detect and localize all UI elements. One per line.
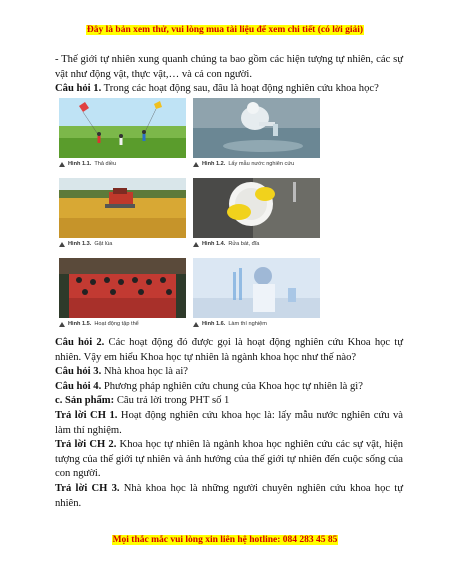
figure-number: Hình 1.4.	[202, 241, 226, 247]
answer-2	[55, 438, 403, 482]
question-3-label: Câu hỏi 3.	[55, 366, 102, 378]
product-line	[55, 394, 403, 409]
figure-1-5	[59, 258, 186, 327]
question-4	[55, 380, 403, 395]
triangle-icon	[59, 242, 65, 247]
figure-1-5-caption	[59, 321, 186, 327]
figure-1-4	[193, 178, 320, 247]
answer-2-text: Khoa học tự nhiên là ngành khoa học nghiên cứu các sự vật, hiện tượng của thế giới tự nhiên và ảnh hưởng của thế giới tự nhiên đến cuộc sống của con người.	[55, 439, 403, 480]
figure-1-1	[59, 98, 186, 167]
figure-1-6	[193, 258, 320, 327]
triangle-icon	[59, 162, 65, 167]
question-3	[55, 365, 403, 380]
triangle-icon	[193, 242, 199, 247]
question-4-label: Câu hỏi 4.	[55, 380, 102, 392]
figure-number: Hình 1.5.	[68, 321, 92, 327]
figure-caption-text: Hoạt động tập thể	[94, 321, 139, 327]
hotline-banner-text: Mọi thắc mắc vui lòng xin liên hệ hotline: 084 283 45 85	[112, 535, 338, 545]
figure-caption-text: Làm thí nghiệm	[228, 321, 267, 327]
figure-number: Hình 1.1.	[68, 161, 92, 167]
answer-3-text: Nhà khoa học là những người chuyên nghiên cứu khoa học tự nhiên.	[55, 482, 403, 509]
rice-harvest-image	[59, 178, 186, 238]
figure-number: Hình 1.6.	[202, 321, 226, 327]
answer-1	[55, 409, 403, 438]
figure-1-2-caption	[193, 161, 320, 167]
figure-1-2	[193, 98, 320, 167]
question-1-label: Câu hỏi 1.	[55, 83, 102, 95]
figure-number: Hình 1.3.	[68, 241, 92, 247]
figure-1-4-caption	[193, 241, 320, 247]
question-3-text: Nhà khoa học là ai?	[101, 366, 188, 378]
triangle-icon	[59, 322, 65, 327]
intro-paragraph: - Thế giới tự nhiên xung quanh chúng ta bao gồm các hiện tượng tự nhiên, các sự vật như động vật, thực vật,… và cả con người.	[55, 54, 403, 80]
answer-1-label: Trả lời CH 1.	[55, 409, 118, 421]
water-sampling-image	[193, 98, 320, 158]
question-2-text: Các hoạt động đó được gọi là hoạt động nghiên cứu Khoa học tự nhiên. Vậy em hiểu Khoa học tự nhiên là ngành khoa học như thế nào?	[55, 337, 403, 363]
figure-caption-text: Gặt lúa	[94, 241, 113, 247]
triangle-icon	[193, 322, 199, 327]
preview-banner-text: Đây là bản xem thử, vui lòng mua tài liệu để xem chi tiết (có lời giải)	[86, 25, 364, 35]
figure-number: Hình 1.2.	[202, 161, 226, 167]
figure-caption-text: Rửa bát, đĩa	[228, 241, 260, 247]
question-1	[55, 82, 403, 97]
question-4-text: Phương pháp nghiên cứu chung của Khoa học tự nhiên là gì?	[101, 380, 363, 392]
answer-1-text: Hoạt động nghiên cứu khoa học là: lấy mẫu nước nghiên cứu và làm thí nghiệm.	[55, 409, 403, 436]
question-2-label: Câu hỏi 2.	[55, 337, 105, 348]
document-body-continued	[55, 336, 403, 511]
dish-washing-image	[193, 178, 320, 238]
product-label: c. Sản phẩm:	[55, 395, 115, 407]
figure-1-3	[59, 178, 186, 247]
product-text: Câu trả lời trong PHT số 1	[114, 395, 230, 407]
kite-flying-image	[59, 98, 186, 158]
answer-3-label: Trả lời CH 3.	[55, 482, 120, 494]
figure-1-1-caption	[59, 161, 186, 167]
preview-banner	[0, 25, 450, 35]
document-body	[55, 53, 403, 97]
answer-2-label: Trả lời CH 2.	[55, 439, 117, 451]
group-activity-image	[59, 258, 186, 318]
answer-3	[55, 482, 403, 511]
lab-experiment-image	[193, 258, 320, 318]
figure-1-6-caption	[193, 321, 320, 327]
hotline-banner	[0, 535, 450, 545]
figure-1-3-caption	[59, 241, 186, 247]
triangle-icon	[193, 162, 199, 167]
figure-caption-text: Thả diều	[94, 161, 117, 167]
question-1-text: Trong các hoạt động sau, đâu là hoạt động nghiên cứu khoa học?	[101, 83, 379, 95]
figure-caption-text: Lấy mẫu nước nghiên cứu	[228, 161, 295, 167]
question-2	[55, 336, 403, 365]
